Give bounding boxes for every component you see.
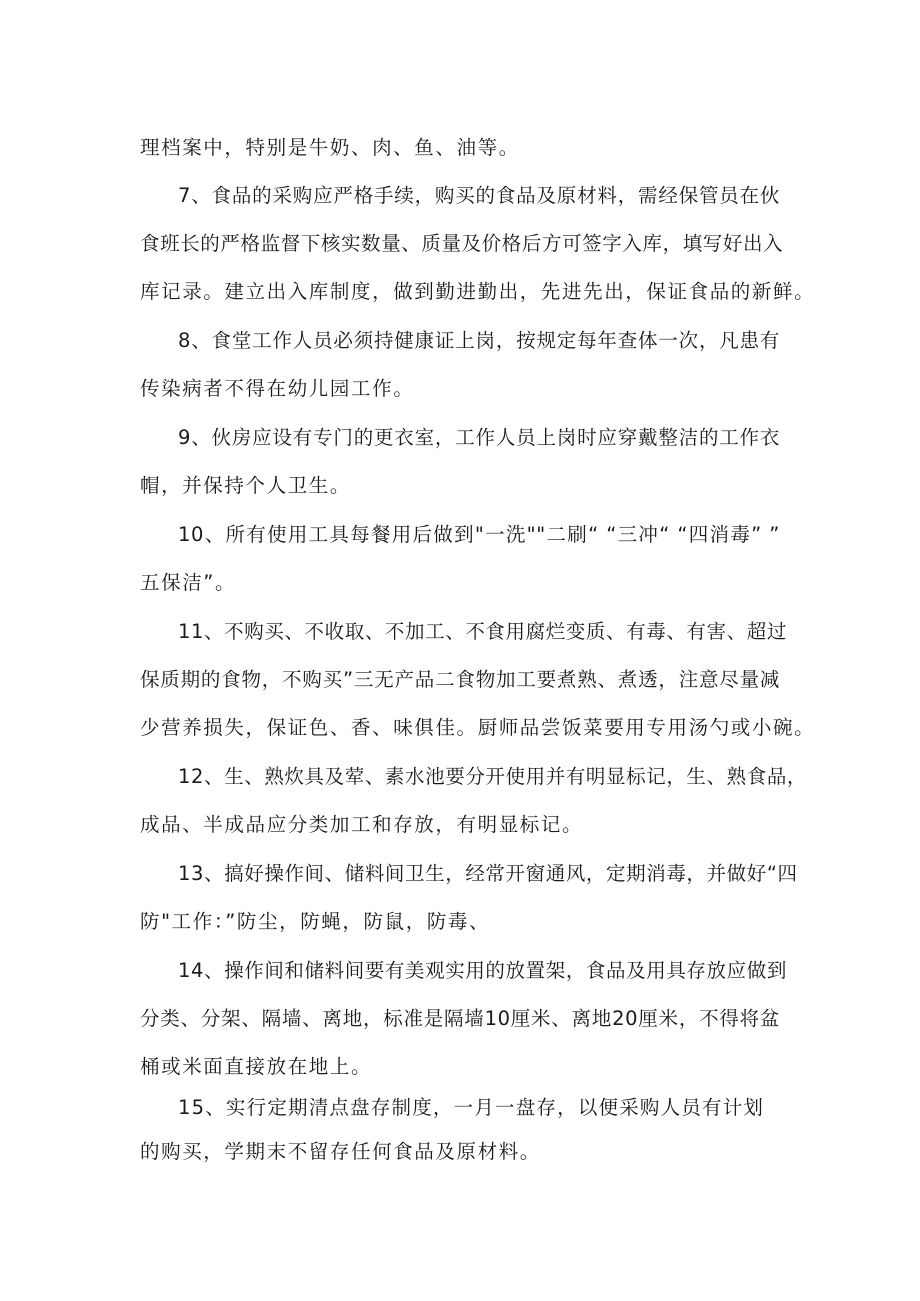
item-10-line-1: 10、所有使用工具每餐用后做到"一洗""二刷“ “三冲“ “四消毒” ” [178, 523, 780, 546]
item-15-line-1: 15、实行定期清点盘存制度，一月一盘存，以便采购人员有计划 [178, 1096, 765, 1119]
item-12-line-2: 成品、半成品应分类加工和存放，有明显标记。 [140, 813, 584, 836]
item-14-line-1: 14、操作间和储料间要有美观实用的放置架，食品及用具存放应做到 [178, 959, 787, 982]
item-7-line-3: 库记录。建立出入库制度，做到勤进勤出，先进先出，保证食品的新鲜。 [140, 280, 816, 303]
item-15-line-2: 的购买，学期末不留存任何食品及原材料。 [140, 1140, 541, 1163]
item-13-line-1: 13、搞好操作间、储料间卫生，经常开窗通风，定期消毒，并做好“四 [178, 862, 798, 885]
item-9-line-1: 9、伙房应设有专门的更衣室，工作人员上岗时应穿戴整洁的工作衣 [178, 426, 780, 449]
item-13-line-2: 防"工作：”防尘，防蝇，防鼠，防毒、 [140, 910, 491, 933]
item-11-line-2: 保质期的食物，不购买”三无产品二食物加工要煮熟、煮透，注意尽量减 [140, 668, 780, 691]
text-line: 理档案中，特别是牛奶、肉、鱼、油等。 [140, 136, 520, 159]
item-8-line-1: 8、食堂工作人员必须持健康证上岗，按规定每年查体一次，凡患有 [178, 329, 780, 352]
item-11-line-3: 少营养损失，保证色、香、味俱佳。厨师品尝饭菜要用专用汤勺或小碗。 [140, 716, 816, 739]
item-9-line-2: 帽，并保持个人卫生。 [140, 474, 352, 497]
item-12-line-1: 12、生、熟炊具及荤、素水池要分开使用并有明显标记，生、熟食品， [178, 765, 808, 788]
item-14-line-3: 桶或米面直接放在地上。 [140, 1055, 373, 1078]
item-8-line-2: 传染病者不得在幼儿园工作。 [140, 377, 415, 400]
item-11-line-1: 11、不购买、不收取、不加工、不食用腐烂变质、有毒、有害、超过 [178, 620, 787, 643]
item-14-line-2: 分类、分架、隔墙、离地，标准是隔墙10厘米、离地20厘米，不得将盆 [140, 1007, 780, 1030]
item-7-line-2: 食班长的严格监督下核实数量、质量及价格后方可签字入库，填写好出入 [140, 232, 784, 255]
item-10-line-2: 五保洁”。 [140, 571, 237, 594]
item-7-line-1: 7、食品的采购应严格手续，购买的食品及原材料，需经保管员在伙 [178, 184, 780, 207]
